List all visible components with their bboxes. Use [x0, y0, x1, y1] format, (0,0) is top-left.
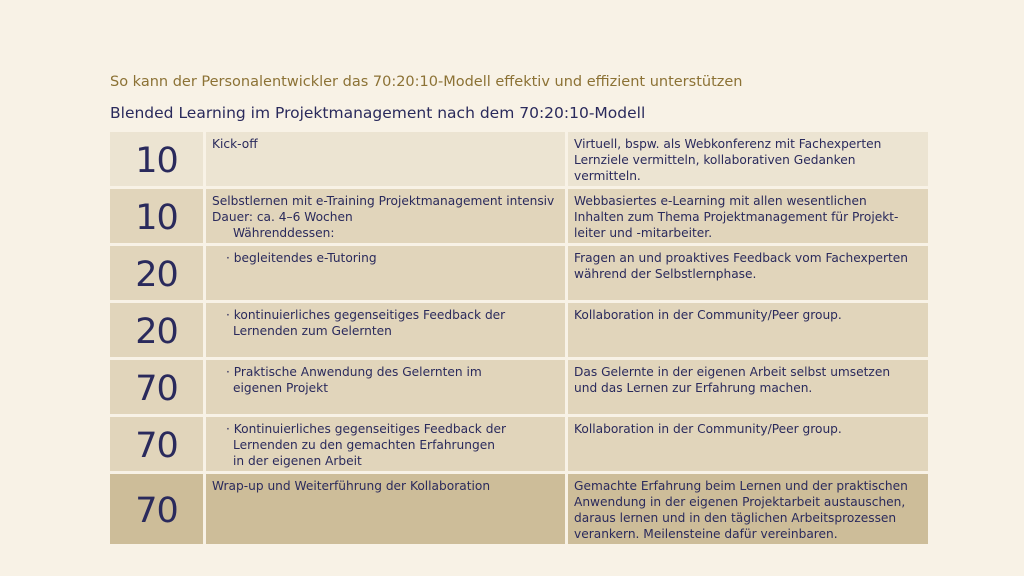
activity-line: in der eigenen Arbeit — [233, 454, 362, 468]
description-line: Gemachte Erfahrung beim Lernen und der praktischen — [574, 479, 908, 493]
activity-line: Dauer: ca. 4–6 Wochen — [212, 210, 353, 224]
activity-line: · kontinuierliches gegenseitiges Feedback der — [226, 308, 506, 322]
blended-learning-table — [110, 132, 928, 544]
activity-cell — [206, 132, 565, 186]
activity-cell — [206, 474, 565, 544]
activity-line: · begleitendes e-Tutoring — [226, 251, 377, 265]
ratio-number: 70 — [110, 360, 203, 414]
activity-cell — [206, 417, 565, 471]
ratio-number: 10 — [110, 189, 203, 243]
description-line: Inhalten zum Thema Projektmanagement für Projekt- — [574, 210, 899, 224]
activity-line: Wrap-up und Weiterführung der Kollaboration — [212, 479, 491, 493]
activity-line: · Praktische Anwendung des Gelernten im — [226, 365, 482, 379]
activity-line: Währenddessen: — [233, 226, 335, 240]
activity-line: eigenen Projekt — [233, 381, 328, 395]
description-line: und das Lernen zur Erfahrung machen. — [574, 381, 813, 395]
activity-line: Kick-off — [212, 137, 258, 151]
table-row — [110, 360, 928, 414]
description-line: leiter und -mitarbeiter. — [574, 226, 713, 240]
description-cell — [568, 417, 928, 471]
description-line: Anwendung in der eigenen Projektarbeit austauschen, — [574, 495, 906, 509]
activity-cell — [206, 246, 565, 300]
activity-line: Selbstlernen mit e-Training Projektmanagement intensiv — [212, 194, 555, 208]
activity-cell — [206, 303, 565, 357]
description-cell — [568, 132, 928, 186]
description-cell — [568, 303, 928, 357]
description-cell — [568, 474, 928, 544]
description-line: während der Selbstlernphase. — [574, 267, 757, 281]
description-cell — [568, 360, 928, 414]
description-line: Das Gelernte in der eigenen Arbeit selbst umsetzen — [574, 365, 891, 379]
description-line: Fragen an und proaktives Feedback vom Fachexperten — [574, 251, 908, 265]
ratio-number: 20 — [110, 303, 203, 357]
description-line: Lernziele vermitteln, kollaborativen Gedanken — [574, 153, 856, 167]
ratio-number: 20 — [110, 246, 203, 300]
description-line: Virtuell, bspw. als Webkonferenz mit Fachexperten — [574, 137, 882, 151]
description-line: daraus lernen und in den täglichen Arbeitsprozessen — [574, 511, 897, 525]
table-row — [110, 132, 928, 186]
activity-cell — [206, 189, 565, 243]
ratio-number: 70 — [110, 474, 203, 544]
table-row — [110, 303, 928, 357]
ratio-number: 10 — [110, 132, 203, 186]
description-line: Webbasiertes e-Learning mit allen wesentlichen — [574, 194, 867, 208]
ratio-number: 70 — [110, 417, 203, 471]
activity-line: · Kontinuierliches gegenseitiges Feedback der — [226, 422, 506, 436]
activity-cell — [206, 360, 565, 414]
activity-line: Lernenden zum Gelernten — [233, 324, 392, 338]
description-line: vermitteln. — [574, 169, 641, 183]
table-row — [110, 189, 928, 243]
slide-subtitle: So kann der Personalentwickler das 70:20:10-Modell effektiv und effizient unterstützen — [110, 74, 743, 90]
description-cell — [568, 246, 928, 300]
description-line: verankern. Meilensteine dafür vereinbaren. — [574, 527, 838, 541]
table-row — [110, 246, 928, 300]
description-line: Kollaboration in der Community/Peer group. — [574, 422, 842, 436]
table-row — [110, 474, 928, 544]
description-cell — [568, 189, 928, 243]
table-row — [110, 417, 928, 471]
activity-line: Lernenden zu den gemachten Erfahrungen — [233, 438, 495, 452]
slide-title: Blended Learning im Projektmanagement nach dem 70:20:10-Modell — [110, 104, 646, 122]
description-line: Kollaboration in der Community/Peer group. — [574, 308, 842, 322]
